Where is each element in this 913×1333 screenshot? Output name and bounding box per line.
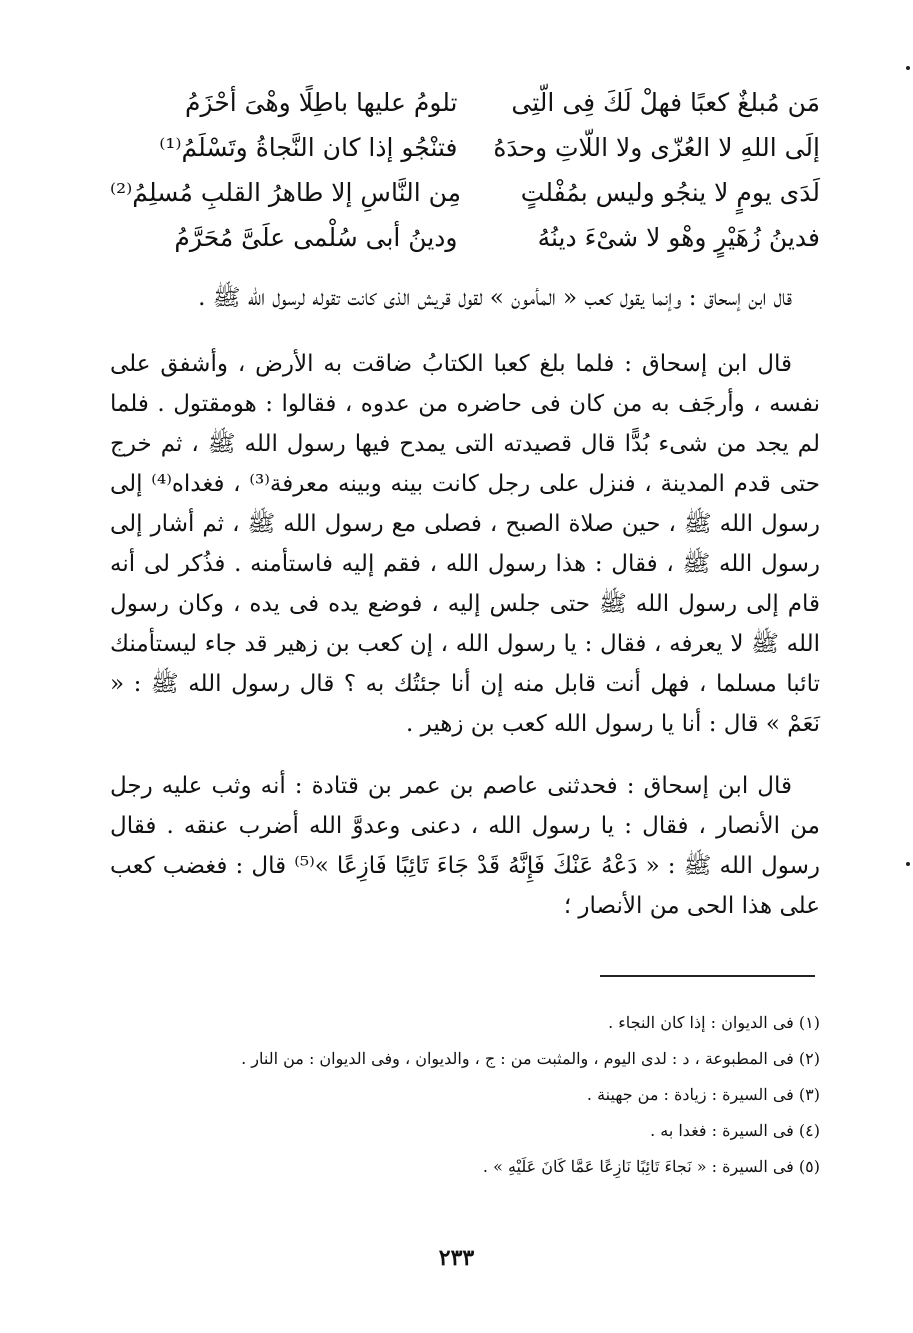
verse-second-hemistich: تلومُ عليها باطِلًا وهْىَ أحْزَمُ: [185, 88, 458, 117]
main-text: [110, 80, 820, 948]
poem-verse: [110, 125, 820, 170]
footnote: (٢) فى المطبوعة ، د : لدى اليوم ، والمثبت من : ج ، والديوان ، وفى الديوان : من النار .: [241, 1049, 820, 1068]
footnote: (٤) فى السيرة : فغدا به .: [650, 1121, 820, 1140]
footnote: (٥) فى السيرة : « نَجاءَ تَائِبًا نَازِعًا عَمَّا كَانَ عَلَيْهِ » .: [482, 1157, 820, 1176]
verse-first-hemistich: لَدَى يومٍ لا ينجُو وليس بمُفْلتٍ: [520, 178, 820, 207]
poem-verse: [110, 80, 820, 125]
page-number: ٢٣٣: [438, 1245, 475, 1271]
verse-second-hemistich: فتنْجُو إذا كان النَّجاةُ وتَسْلَمُ⁽¹⁾: [159, 133, 458, 162]
paragraph: قال ابن إسحاق : فلما بلغ كعبا الكتابُ ضاقت به الأرض ، وأشفق على نفسه ، وأرجَف به من كان فى حاضره من عدوه ، فقالوا : هومقتول . فلما لم يجد من شىء بُدًّا قال قصيدته التى يمدح فيها رسول الله ﷺ ، ثم خرج حتى قدم المدينة ، فنزل على رجل كانت بينه وبينه معرفة⁽³⁾ ، فغداه⁽⁴⁾ إلى رسول الله ﷺ ، حين صلاة الصبح ، فصلى مع رسول الله ﷺ ، ثم أشار إلى رسول الله ﷺ ، فقال : هذا رسول الله ، فقم إليه فاستأمنه . فذُكر لى أنه قام إلى رسول الله ﷺ حتى جلس إليه ، فوضع يده فى يده ، وكان رسول الله ﷺ لا يعرفه ، فقال : يا رسول الله ، إن كعب بن زهير قد جاء ليستأمنك تائبا مسلما ، فهل أنت قابل منه إن أنا جئتُك به ؟ قال رسول الله ﷺ : « نَعَمْ » قال : أنا يا رسول الله كعب بن زهير .: [110, 351, 820, 737]
footnote: (١) فى الديوان : إذا كان النجاء .: [608, 1013, 820, 1032]
footnote: (٣) فى السيرة : زيادة : من جهينة .: [586, 1085, 820, 1104]
paragraph: قال ابن إسحاق : وإنما يقول كعب « المأمون » لقول قريش الذى كانت تقوله لرسول الله ﷺ .: [198, 285, 792, 311]
poem: [110, 80, 820, 260]
verse-first-hemistich: مَن مُبلغٌ كعبًا فهلْ لَكَ فِى الّتِى: [511, 88, 820, 117]
footnotes: [110, 1005, 820, 1185]
footnote-divider: [600, 975, 815, 977]
verse-second-hemistich: مِن النَّاسِ إلا طاهرُ القلبِ مُسلِمُ⁽²⁾: [110, 178, 462, 207]
margin-mark: [906, 66, 910, 70]
verse-second-hemistich: ودينُ أبى سُلْمى علَىَّ مُحَرَّمُ: [174, 223, 458, 252]
poem-verse: [110, 215, 820, 260]
margin-mark: [906, 862, 910, 866]
paragraph: قال ابن إسحاق : فحدثنى عاصم بن عمر بن قتادة : أنه وثب عليه رجل من الأنصار ، فقال : يا رسول الله ، دعنى وعدوَّ الله أضرب عنقه . فقال رسول الله ﷺ : « دَعْهُ عَنْكَ فَإِنَّهُ قَدْ جَاءَ تَائِبًا فَازِعًا »⁽⁵⁾ قال : فغضب كعب على هذا الحى من الأنصار ؛: [110, 773, 820, 919]
verse-first-hemistich: فدينُ زُهَيْرٍ وهْو لا شىْءَ دينُهُ: [537, 223, 820, 252]
verse-first-hemistich: إلَى اللهِ لا العُزّى ولا اللّاتِ وحدَهُ: [493, 133, 820, 162]
poem-verse: [110, 170, 820, 215]
